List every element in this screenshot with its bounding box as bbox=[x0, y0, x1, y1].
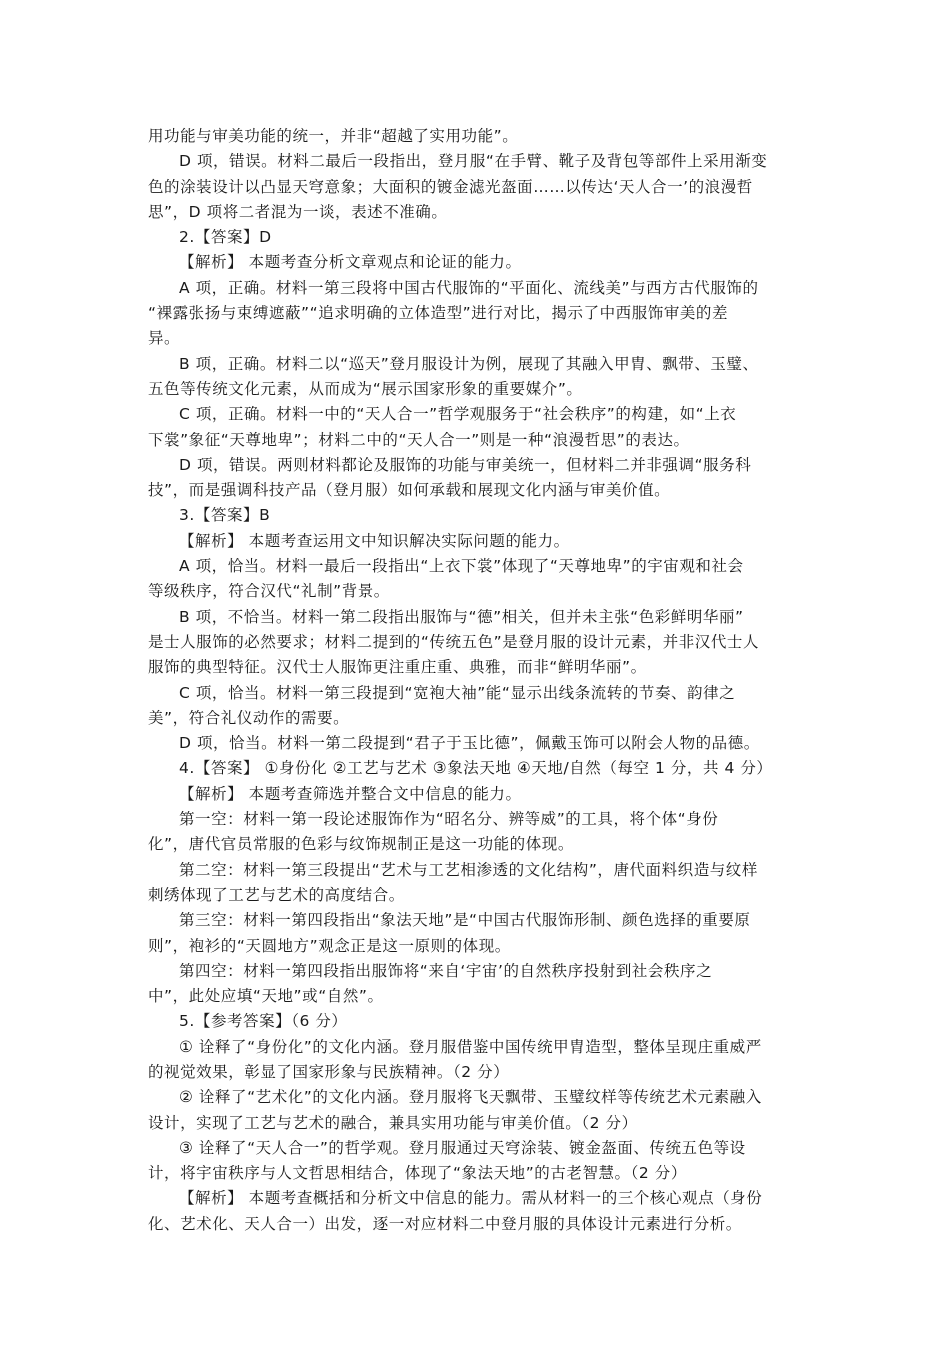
text-line: B 项，正确。材料二以“巡天”登月服设计为例，展现了其融入甲胄、飘带、玉璧、 bbox=[179, 354, 759, 373]
text-line: B 项，不恰当。材料一第二段指出服饰与“德”相关，但并未主张“色彩鲜明华丽” bbox=[179, 607, 744, 626]
text-line: 是士人服饰的必然要求；材料二提到的“传统五色”是登月服的设计元素，并非汉代士人 bbox=[148, 632, 760, 651]
answer-key-page bbox=[148, 124, 813, 1237]
text-line: 【解析】 本题考查分析文章观点和论证的能力。 bbox=[179, 253, 522, 272]
text-line: 2.【答案】D bbox=[179, 228, 272, 247]
text-line: 中”，此处应填“天地”或“自然”。 bbox=[148, 987, 384, 1006]
text-line: ③ 诠释了“天人合一”的哲学观。登月服通过天穹涂装、镀金盔面、传统五色等设 bbox=[179, 1138, 746, 1157]
text-line: 第一空：材料一第一段论述服饰作为“昭名分、辨等威”的工具，将个体“身份 bbox=[179, 810, 719, 829]
text-line: 异。 bbox=[148, 329, 181, 348]
text-line: 刺绣体现了工艺与艺术的高度结合。 bbox=[148, 885, 405, 904]
text-line: 则”，袍衫的“天圆地方”观念正是这一原则的体现。 bbox=[148, 936, 511, 955]
text-line: 5.【参考答案】（6 分） bbox=[179, 1012, 348, 1031]
text-line: A 项，恰当。材料一最后一段指出“上衣下裳”体现了“天尊地卑”的宇宙观和社会 bbox=[179, 557, 744, 576]
text-line: 【解析】 本题考查概括和分析文中信息的能力。需从材料一的三个核心观点（身份 bbox=[179, 1189, 763, 1208]
text-line: 【解析】 本题考查筛选并整合文中信息的能力。 bbox=[179, 784, 522, 803]
text-line: ② 诠释了“艺术化”的文化内涵。登月服将飞天飘带、玉璧纹样等传统艺术元素融入 bbox=[179, 1088, 762, 1107]
text-line: 用功能与审美功能的统一，并非“超越了实用功能”。 bbox=[148, 127, 519, 145]
text-line: 第四空：材料一第四段指出服饰将“来自‘宇宙’的自然秩序投射到社会秩序之 bbox=[179, 961, 713, 980]
text-line: C 项，正确。材料一中的“天人合一”哲学观服务于“社会秩序”的构建，如“上衣 bbox=[179, 405, 737, 424]
text-line: 计，将宇宙秩序与人文哲思相结合，体现了“象法天地”的古老智慧。（2 分） bbox=[148, 1164, 687, 1183]
text-line: 服饰的典型特征。汉代士人服饰更注重庄重、典雅，而非“鲜明华丽”。 bbox=[148, 658, 647, 677]
text-line: 3.【答案】B bbox=[179, 506, 271, 525]
text-line: 设计，实现了工艺与艺术的融合，兼具实用功能与审美价值。（2 分） bbox=[148, 1113, 638, 1132]
text-line: D 项，错误。材料二最后一段指出，登月服“在手臂、靴子及背包等部件上采用渐变 bbox=[179, 152, 768, 171]
text-line: 思”，D 项将二者混为一谈，表述不准确。 bbox=[148, 202, 448, 221]
text-line: “裸露张扬与束缚遮蔽”“追求明确的立体造型”进行对比，揭示了中西服饰审美的差 bbox=[148, 304, 729, 323]
text-line: 五色等传统文化元素，从而成为“展示国家形象的重要媒介”。 bbox=[148, 379, 583, 398]
text-line: 技”，而是强调科技产品（登月服）如何承载和展现文化内涵与审美价值。 bbox=[148, 481, 671, 500]
text-line: 色的涂装设计以凸显天穹意象；大面积的镀金滤光盔面……以传达‘天人合一’的浪漫哲 bbox=[148, 177, 753, 196]
text-line: 第三空：材料一第四段指出“象法天地”是“中国古代服饰形制、颜色选择的重要原 bbox=[179, 911, 751, 930]
text-line: 的视觉效果，彰显了国家形象与民族精神。（2 分） bbox=[148, 1062, 510, 1081]
text-line: 4.【答案】 ①身份化 ②工艺与艺术 ③象法天地 ④天地/自然（每空 1 分，共 4 分） bbox=[179, 759, 773, 778]
text-line: 下裳”象征“天尊地卑”；材料二中的“天人合一”则是一种“浪漫哲思”的表达。 bbox=[148, 430, 690, 449]
text-line: ① 诠释了“身份化”的文化内涵。登月服借鉴中国传统甲胄造型，整体呈现庄重威严 bbox=[179, 1037, 762, 1056]
text-line: 【解析】 本题考查运用文中知识解决实际问题的能力。 bbox=[179, 531, 570, 550]
text-line: 化、艺术化、天人合一）出发，逐一对应材料二中登月服的具体设计元素进行分析。 bbox=[148, 1214, 742, 1233]
text-line: 等级秩序，符合汉代“礼制”背景。 bbox=[148, 582, 390, 601]
text-line: D 项，错误。两则材料都论及服饰的功能与审美统一，但材料二并非强调“服务科 bbox=[179, 455, 752, 474]
text-line: 美”，符合礼仪动作的需要。 bbox=[148, 708, 350, 727]
text-line: D 项，恰当。材料一第二段提到“君子于玉比德”，佩戴玉饰可以附会人物的品德。 bbox=[179, 734, 760, 753]
text-line: A 项，正确。材料一第三段将中国古代服饰的“平面化、流线美”与西方古代服饰的 bbox=[179, 278, 759, 297]
text-line: C 项，恰当。材料一第三段提到“宽袍大袖”能“显示出线条流转的节奏、韵律之 bbox=[179, 683, 736, 702]
text-line: 第二空：材料一第三段提出“艺术与工艺相渗透的文化结构”，唐代面料织造与纹样 bbox=[179, 860, 758, 879]
text-line: 化”，唐代官员常服的色彩与纹饰规制正是这一功能的体现。 bbox=[148, 835, 574, 854]
